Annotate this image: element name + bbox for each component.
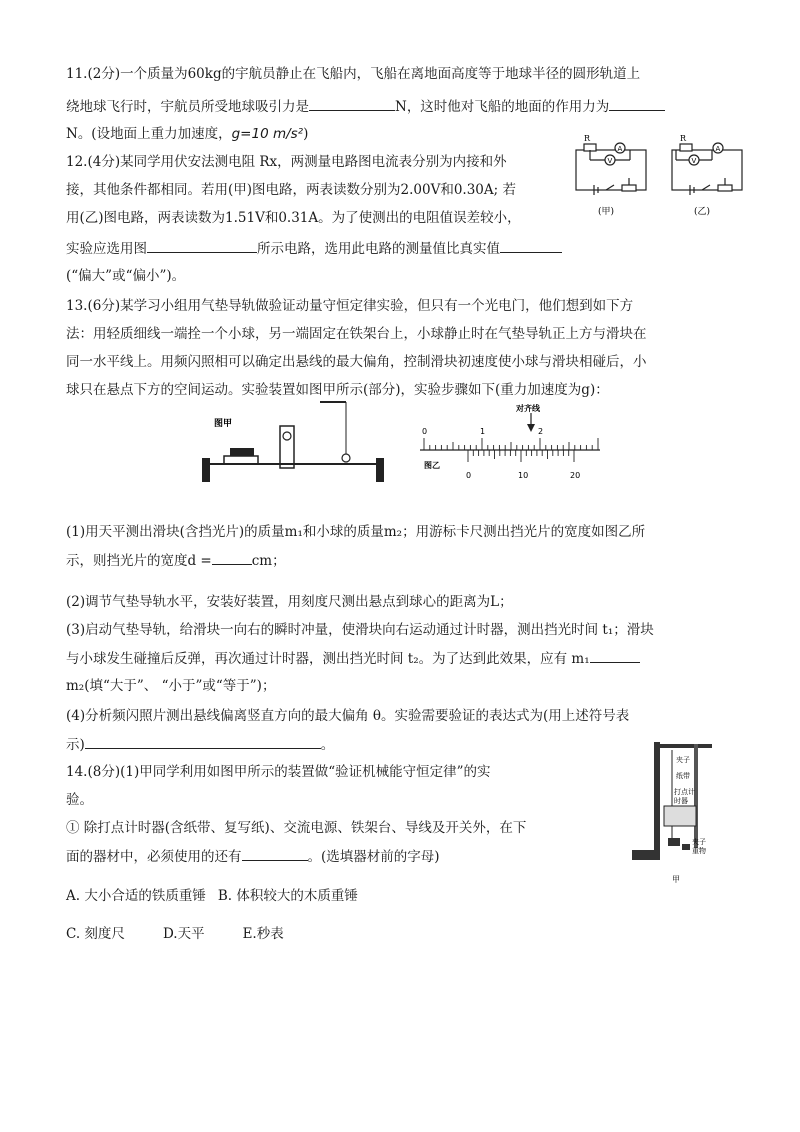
vernier-scale-label-0: 0 [466,471,472,480]
main-scale-ticks [424,438,598,450]
q13-step4-text-a: 示) [66,737,85,753]
q14-line3: ① 除打点计时器(含纸带、复写纸)、交流电源、铁架台、导线及开关外，在下 [66,820,527,836]
q13-line2: 法：用轻质细线一端拴一个小球，另一端固定在铁架台上，小球静止时在气垫导轨正上方与滑块在 [66,326,647,342]
label-clip-bottom: 夹子 [692,838,706,846]
label-clip-top: 夹子 [676,756,690,764]
q13-step4-line2 [66,734,334,755]
q12-line4 [66,238,562,259]
q13-air-track-svg [196,398,392,490]
circuit-yi-rheostat [718,185,732,191]
q12-circuit-svg [572,132,748,222]
q13-step2: (2)调节气垫导轨水平，安装好装置，用刻度尺测出悬点到球心的距离为L； [66,594,513,610]
q13-vernier-figure [414,400,606,484]
label-weight: 重物 [692,847,706,855]
q12-line3: 用(乙)图电路，两表读数为1.51V和0.31A。为了使测出的电阻值误差较小， [66,210,521,226]
vernier-scale-label-20: 20 [570,471,581,480]
circuit-jia-a-label: A [617,145,623,153]
vernier-scale-label-10: 10 [518,471,529,480]
q14-options-row1 [66,886,358,906]
pendulum-ball [342,454,350,462]
q12-blank-circuit[interactable] [147,238,257,253]
q12-line2: 接，其他条件都相同。若用(甲)图电路，两表读数分别为2.00V和0.30A; 若 [66,182,516,198]
q12-line5: (“偏大”或“偏小”)。 [66,268,186,284]
q14-option-d: D.天平 [162,926,205,942]
circuit-jia-caption: (甲) [598,207,615,217]
q13-line1: 13.(6分)某学习小组用气垫导轨做验证动量守恒定律实验，但只有一个光电门，他们想到如下方 [66,298,634,314]
main-scale-label-0: 0 [422,427,428,436]
q13-line3: 同一水平线上。用频闪照相可以确定出悬线的最大偏角，控制滑块初速度使小球与滑块相碰后，小 [66,354,647,370]
q11-gravity-formula: g=10 m/s² [231,126,304,142]
rail-left-support [202,458,210,482]
stand-right-rod [694,744,698,848]
q13-step1-text-a: 示，则挡光片的宽度d = [66,553,212,569]
circuit-jia-r-label: R [584,134,591,143]
q14-line1: 14.(8分)(1)甲同学利用如图甲所示的装置做“验证机械能守恒定律”的实 [66,764,491,780]
circuit-yi [672,143,742,195]
q13-step1-line1: (1)用天平测出滑块(含挡光片)的质量m₁和小球的质量m₂；用游标卡尺测出挡光片的宽度如图乙所 [66,524,646,540]
circuit-jia [576,143,646,195]
weight [668,838,680,846]
q14-line4 [66,846,440,867]
q13-step4-line1: (4)分析频闪照片测出悬线偏离竖直方向的最大偏角 θ。实验需要验证的表达式为(用上述符号表 [66,708,630,724]
air-track-caption: 图甲 [214,419,233,429]
stand-rod [654,742,660,854]
q13-blank-width[interactable] [212,550,252,565]
circuit-yi-a-label: A [715,145,721,153]
circuit-jia-rheostat [622,185,636,191]
slider-flag [230,448,254,456]
label-timer-2: 时器 [674,797,688,805]
circuit-yi-switch [702,185,710,190]
q14-line2: 验。 [66,792,93,808]
q12-circuit-figures [572,132,748,222]
q13-step1-line2 [66,550,286,571]
vernier-caption: 图乙 [424,461,440,470]
q11-line1: 11.(2分)一个质量为60kg的宇航员静止在飞船内，飞船在离地面高度等于地球半径的圆形轨道上 [66,66,641,82]
q11-line2 [66,96,665,117]
q14-line4-text-b: 。(选填器材前的字母) [307,849,440,865]
q11-line2-text-b: N，这时他对飞船的地面的作用力为 [395,99,610,115]
q11-blank-normal-force[interactable] [609,96,665,111]
label-timer-1: 打点计 [674,788,695,796]
q11-line3 [66,124,308,144]
apparatus-caption: 甲 [672,875,680,884]
circuit-jia-v-label: V [607,157,613,165]
q14-option-b: B. 体积较大的木质重锤 [217,888,358,904]
label-tape: 纸带 [676,772,690,780]
q13-line4: 球只在悬点下方的空间运动。实验装置如图甲所示(部分)，实验步骤如下(重力加速度为g)： [66,382,609,398]
q11-line3-text-b: ) [303,126,309,142]
circuit-yi-caption: (乙) [694,207,711,217]
vernier-scale-ticks [468,450,574,462]
q13-step3-text-a: 与小球发生碰撞后反弹，再次通过计时器，测出挡光时间 t₂。为了达到此效果，应有 m₁ [66,651,590,667]
bottom-clip [682,844,690,850]
q13-vernier-svg [414,400,606,484]
stand-base [632,850,660,860]
vernier-align-label: 对齐线 [516,404,540,413]
main-scale-label-1: 1 [480,427,486,436]
vernier-align-arrow-head [527,424,535,432]
q13-step3-line2 [66,648,640,669]
q13-air-track-figure [196,398,392,490]
q14-apparatus-svg [626,738,726,888]
q14-option-c: C. 刻度尺 [66,926,125,942]
slider-block [224,456,258,464]
circuit-jia-resistor [584,144,596,151]
q14-option-e: E.秒表 [242,926,284,942]
q13-step1-text-b: cm； [251,553,286,569]
q12-line4-text-a: 实验应选用图 [66,241,147,257]
q14-line4-text-a: 面的器材中，必须使用的还有 [66,849,242,865]
q13-step3-line1: (3)启动气垫导轨，给滑块一向右的瞬时冲量，使滑块向右运动通过计时器，测出挡光时间 t₁；滑块 [66,622,654,638]
timer-body [664,806,696,826]
main-scale-label-2: 2 [538,427,544,436]
q13-blank-expression[interactable] [85,734,321,749]
q13-step4-text-b: 。 [320,737,335,753]
q11-blank-force[interactable] [309,96,395,111]
q14-option-a: A. 大小合适的铁质重锤 [66,888,206,904]
circuit-yi-loop [672,150,742,190]
rail-right-support [376,458,384,482]
circuit-jia-switch [606,185,614,190]
q13-step3-line3: m₂(填“大于”、 “小于”或“等于”)； [66,678,276,694]
q12-blank-measured[interactable] [500,238,562,253]
stand-top-arm [656,744,712,748]
q14-blank-equipment[interactable] [242,846,308,861]
q14-apparatus-figure [626,738,726,888]
circuit-yi-resistor [680,144,692,151]
q14-options-row2 [66,924,284,944]
q11-line3-text-a: N。(设地面上重力加速度， [66,126,232,142]
q12-line1: 12.(4分)某同学用伏安法测电阻 Rx，两测量电路图电流表分别为内接和外 [66,154,507,170]
q12-line4-text-b: 所示电路，选用此电路的测量值比真实值 [257,241,500,257]
q11-line2-text-a: 绕地球飞行时，宇航员所受地球吸引力是 [66,99,309,115]
circuit-yi-r-label: R [680,134,687,143]
circuit-yi-v-label: V [691,157,697,165]
q13-blank-mass-compare[interactable] [590,648,640,663]
